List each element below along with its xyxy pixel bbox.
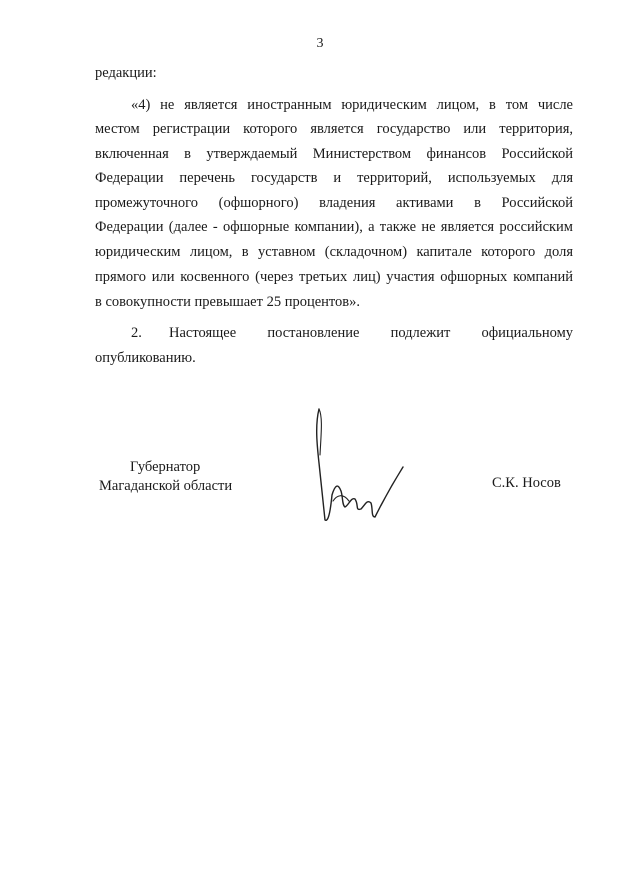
body-line: промежуточного (офшорного) владения активами в Российской (95, 195, 573, 211)
signatory-position-line-1: Губернатор (130, 459, 201, 475)
item-2-continuation: опубликованию. (95, 350, 196, 366)
body-line: включенная в утверждаемый Министерством финансов Российской (95, 146, 573, 162)
body-line: «4) не является иностранным юридическим лицом, в том числе (131, 97, 573, 113)
handwritten-signature (305, 405, 415, 530)
item-2-text: Настоящее постановление подлежит официальному (169, 325, 573, 341)
signatory-position-line-2: Магаданской области (99, 478, 233, 494)
item-2-number: 2. (131, 325, 142, 341)
body-line: местом регистрации которого является государство или территория, (95, 121, 573, 137)
body-line: прямого или косвенного (через третьих лиц) участия офшорных компаний (95, 269, 573, 285)
body-line: Федерации перечень государств и территорий, используемых для (95, 170, 573, 186)
body-line: юридическим лицом, в уставном (складочном) капитале которого доля (95, 244, 573, 260)
signatory-name: С.К. Носов (492, 475, 561, 491)
body-line: Федерации (далее - офшорные компании), а также не является российским (95, 219, 573, 235)
body-line: редакции: (95, 65, 157, 81)
page-number: 3 (316, 36, 324, 51)
body-line: в совокупности превышает 25 процентов». (95, 294, 361, 310)
